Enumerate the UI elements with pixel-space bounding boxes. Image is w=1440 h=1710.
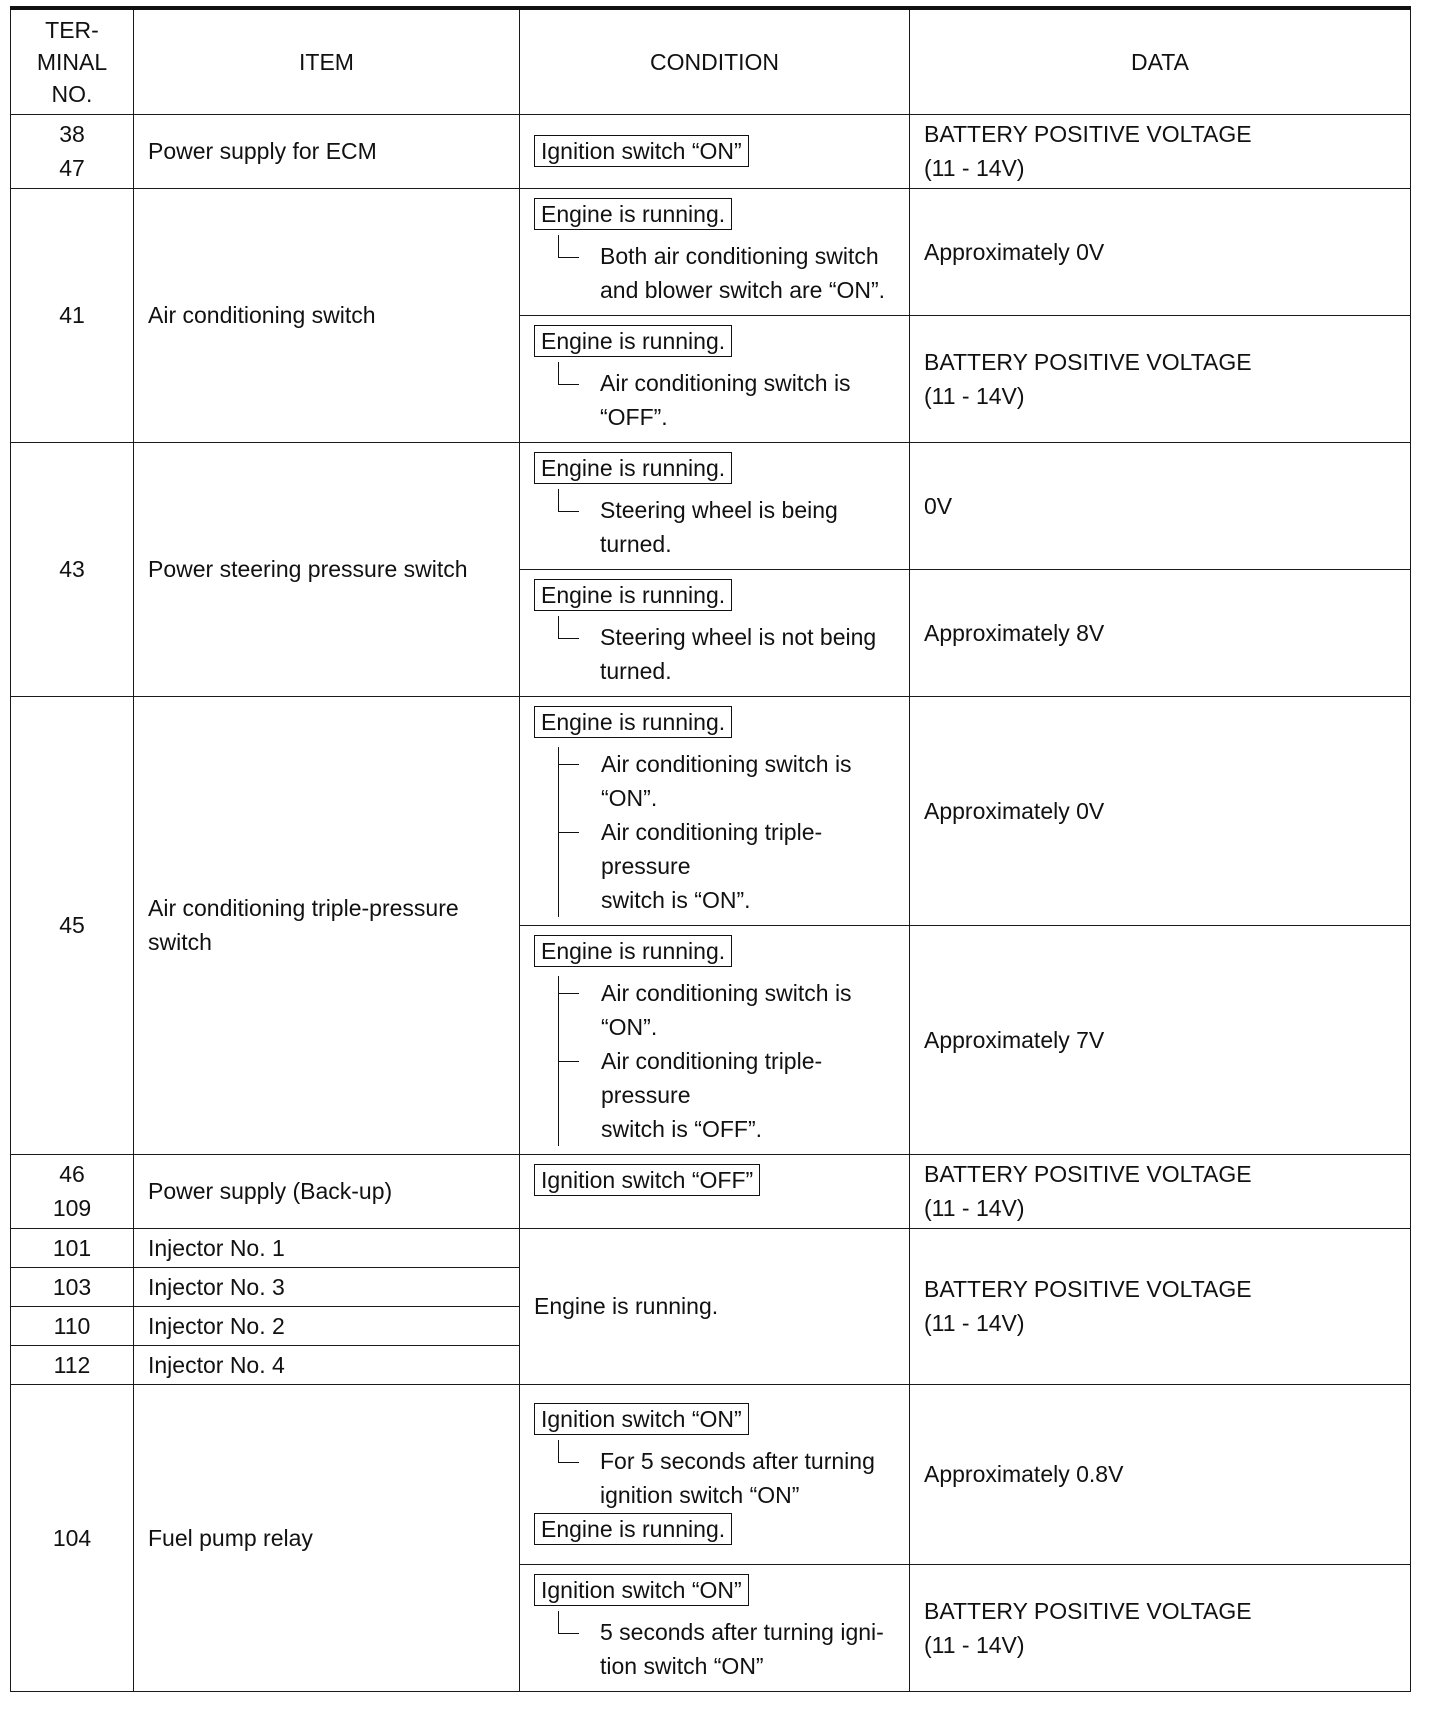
terminal-header-line-3: NO. xyxy=(51,80,93,107)
table-row xyxy=(11,1228,1411,1267)
item-cell: Power supply for ECM xyxy=(134,114,520,188)
item-cell: Injector No. 2 xyxy=(134,1306,520,1345)
item-cell: Injector No. 1 xyxy=(134,1228,520,1267)
data-cell xyxy=(910,1154,1411,1228)
terminal-cell xyxy=(11,1154,134,1228)
condition-cell xyxy=(520,925,910,1154)
data-line: (11 - 14V) xyxy=(924,155,1025,181)
sub-condition xyxy=(558,1615,903,1683)
data-line: BATTERY POSITIVE VOLTAGE xyxy=(924,121,1252,147)
condition-cell xyxy=(520,696,910,925)
sub-conditions xyxy=(534,366,903,434)
sub-condition-line: and blower switch are “ON”. xyxy=(600,276,886,303)
terminal-number: 47 xyxy=(59,155,85,181)
terminal-cell: 43 xyxy=(11,442,134,696)
condition-box: Ignition switch “ON” xyxy=(534,135,749,167)
condition-cell xyxy=(520,1564,910,1691)
sub-condition-line: 5 seconds after turning igni- xyxy=(600,1618,884,1645)
condition-cell: Engine is running. xyxy=(520,1228,910,1384)
table-row xyxy=(11,1154,1411,1228)
data-line: (11 - 14V) xyxy=(924,1631,1025,1658)
condition-cell xyxy=(520,114,910,188)
sub-condition xyxy=(558,620,903,688)
sub-condition-line: “OFF”. xyxy=(600,403,668,430)
sub-condition xyxy=(558,1444,903,1512)
terminal-data-table xyxy=(10,6,1411,1692)
item-cell: Power supply (Back-up) xyxy=(134,1154,520,1228)
data-cell xyxy=(910,114,1411,188)
sub-condition-line: Air conditioning triple-pressure xyxy=(601,1047,823,1108)
condition-cell xyxy=(520,315,910,442)
terminal-no-header xyxy=(11,8,134,114)
sub-condition-line: Air conditioning switch is xyxy=(601,750,852,777)
data-line: BATTERY POSITIVE VOLTAGE xyxy=(924,1161,1252,1187)
condition-box: Engine is running. xyxy=(534,198,732,230)
data-cell: 0V xyxy=(910,442,1411,569)
terminal-header-line-1: TER- xyxy=(45,16,99,43)
condition-box: Ignition switch “OFF” xyxy=(534,1164,760,1196)
terminal-cell: 101 xyxy=(11,1228,134,1267)
condition-cell xyxy=(520,188,910,315)
terminal-header-line-2: MINAL xyxy=(36,48,108,75)
data-cell xyxy=(910,315,1411,442)
item-cell: Injector No. 4 xyxy=(134,1345,520,1384)
data-cell: Approximately 8V xyxy=(910,569,1411,696)
terminal-cell: 112 xyxy=(11,1345,134,1384)
terminal-cell: 103 xyxy=(11,1267,134,1306)
sub-condition-line: Both air conditioning switch xyxy=(600,242,879,269)
sub-condition xyxy=(559,747,903,815)
condition-box: Engine is running. xyxy=(534,452,732,484)
sub-condition-line: ignition switch “ON” xyxy=(600,1482,800,1508)
table-row xyxy=(11,114,1411,188)
data-line: BATTERY POSITIVE VOLTAGE xyxy=(924,348,1252,375)
sub-conditions xyxy=(558,976,903,1146)
item-cell: Power steering pressure switch xyxy=(134,442,520,696)
sub-condition-line: switch is “ON”. xyxy=(601,886,751,913)
table-header-row xyxy=(11,8,1411,114)
condition-cell xyxy=(520,569,910,696)
condition-box: Ignition switch “ON” xyxy=(534,1403,749,1435)
sub-conditions xyxy=(534,493,903,561)
condition-box: Engine is running. xyxy=(534,325,732,357)
data-cell: Approximately 0V xyxy=(910,696,1411,925)
sub-condition xyxy=(559,815,903,917)
item-cell: Injector No. 3 xyxy=(134,1267,520,1306)
sub-condition xyxy=(558,493,903,561)
sub-conditions xyxy=(534,239,903,307)
sub-condition-line: switch is “OFF”. xyxy=(601,1115,762,1142)
sub-conditions xyxy=(534,620,903,688)
sub-condition xyxy=(559,976,903,1044)
sub-condition-line: Steering wheel is being xyxy=(600,496,838,523)
table-row xyxy=(11,1384,1411,1564)
sub-condition-line: turned. xyxy=(600,530,672,557)
terminal-number: 46 xyxy=(59,1161,85,1187)
sub-condition-line: Steering wheel is not being xyxy=(600,623,877,650)
terminal-cell xyxy=(11,114,134,188)
data-cell: Approximately 0V xyxy=(910,188,1411,315)
item-cell: Air conditioning switch xyxy=(134,188,520,442)
data-cell: Approximately 7V xyxy=(910,925,1411,1154)
condition-box: Engine is running. xyxy=(534,935,732,967)
sub-condition xyxy=(558,239,903,307)
data-line: (11 - 14V) xyxy=(924,382,1025,409)
data-cell xyxy=(910,1228,1411,1384)
table-row xyxy=(11,188,1411,315)
item-cell: Fuel pump relay xyxy=(134,1384,520,1691)
item-line: switch xyxy=(148,929,212,955)
item-line: Air conditioning triple-pressure xyxy=(148,895,459,921)
sub-condition-line: Air conditioning switch is xyxy=(601,979,852,1006)
condition-cell xyxy=(520,442,910,569)
table-row xyxy=(11,696,1411,925)
sub-conditions xyxy=(558,747,903,917)
data-line: (11 - 14V) xyxy=(924,1310,1025,1336)
item-header: ITEM xyxy=(134,8,520,114)
sub-conditions xyxy=(534,1615,903,1683)
sub-condition-line: turned. xyxy=(600,657,672,684)
condition-header: CONDITION xyxy=(520,8,910,114)
condition-box: Engine is running. xyxy=(534,1513,732,1545)
condition-box: Engine is running. xyxy=(534,579,732,611)
condition-box: Ignition switch “ON” xyxy=(534,1574,749,1606)
data-cell xyxy=(910,1564,1411,1691)
condition-box: Engine is running. xyxy=(534,706,732,738)
terminal-cell: 45 xyxy=(11,696,134,1154)
data-line: BATTERY POSITIVE VOLTAGE xyxy=(924,1597,1252,1624)
data-line: (11 - 14V) xyxy=(924,1195,1025,1221)
table-row xyxy=(11,442,1411,569)
sub-condition-line: Air conditioning switch is xyxy=(600,369,851,396)
sub-condition-line: “ON”. xyxy=(601,1013,658,1040)
sub-condition xyxy=(558,366,903,434)
sub-condition-line: “ON”. xyxy=(601,784,658,811)
sub-conditions xyxy=(534,1444,903,1512)
sub-condition xyxy=(559,1044,903,1146)
sub-condition-line: Air conditioning triple-pressure xyxy=(601,818,823,879)
terminal-number: 109 xyxy=(52,1195,92,1221)
condition-cell xyxy=(520,1154,910,1228)
condition-cell xyxy=(520,1384,910,1564)
terminal-cell: 41 xyxy=(11,188,134,442)
data-line: BATTERY POSITIVE VOLTAGE xyxy=(924,1276,1252,1302)
item-cell xyxy=(134,696,520,1154)
data-cell: Approximately 0.8V xyxy=(910,1384,1411,1564)
terminal-number: 38 xyxy=(59,121,85,147)
terminal-cell: 110 xyxy=(11,1306,134,1345)
terminal-cell: 104 xyxy=(11,1384,134,1691)
sub-condition-line: tion switch “ON” xyxy=(600,1652,764,1679)
sub-condition-line: For 5 seconds after turning xyxy=(600,1448,875,1474)
data-header: DATA xyxy=(910,8,1411,114)
